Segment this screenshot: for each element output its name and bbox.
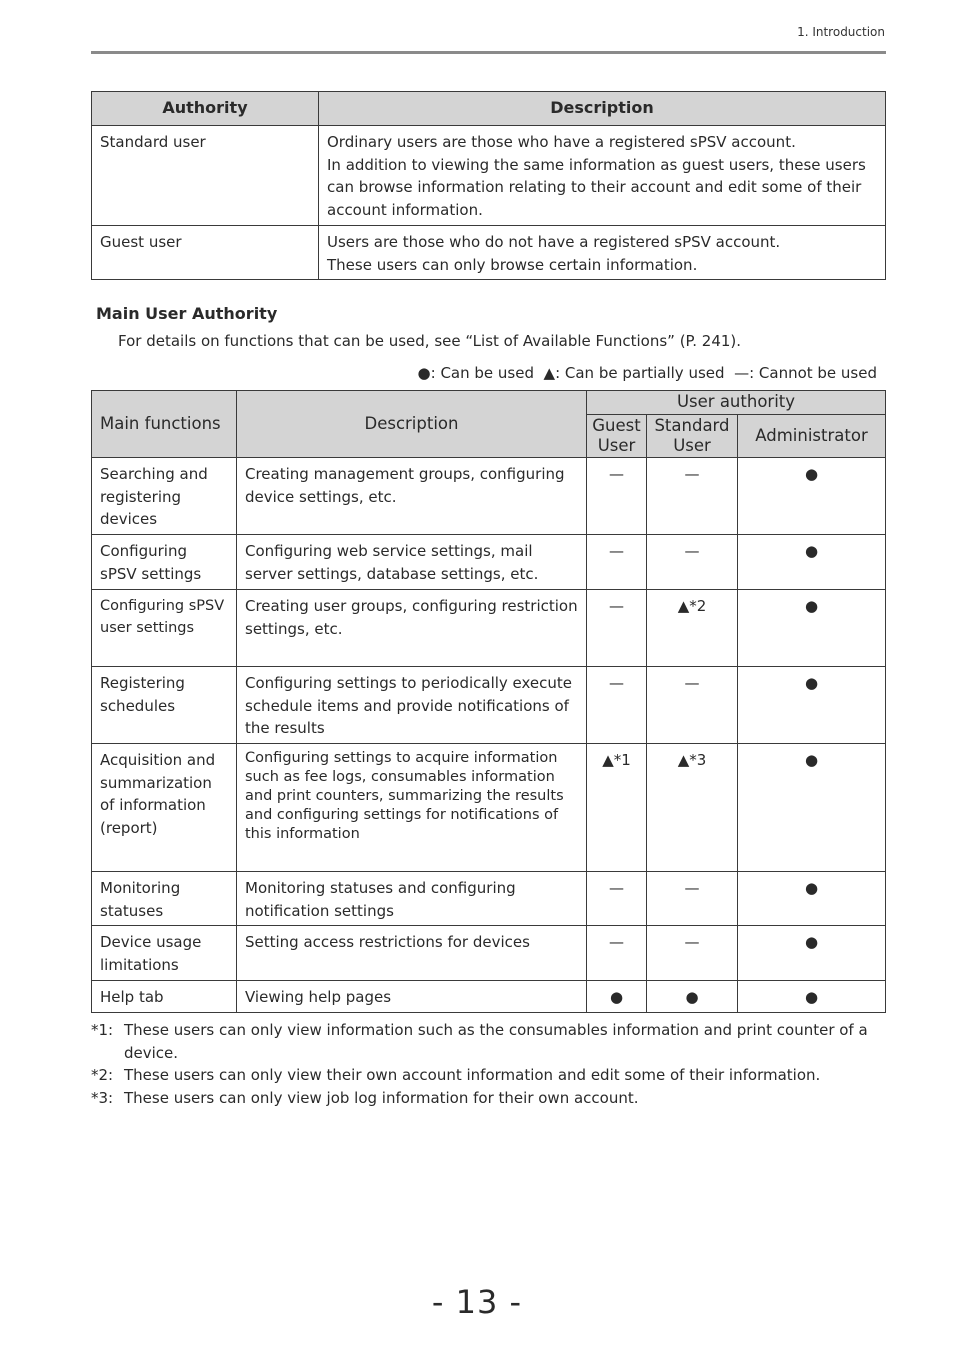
admin-mark: ●: [738, 926, 886, 981]
description-line: Ordinary users are those who have a registered sPSV account.: [327, 133, 796, 151]
guest-mark: —: [587, 926, 647, 981]
function-cell: Device usage limitations: [92, 926, 237, 981]
administrator-header: Administrator: [738, 415, 886, 458]
authority-header: Authority: [92, 92, 319, 126]
admin-mark: ●: [738, 744, 886, 872]
description-line: These users can only browse certain information.: [327, 255, 698, 274]
admin-mark: ●: [738, 458, 886, 535]
legend-cannot-be-used: —: Cannot be used: [734, 364, 877, 382]
table-row: [92, 590, 886, 667]
footnote-tag: *2:: [91, 1066, 114, 1084]
table-row: [92, 872, 886, 926]
description-cell: [319, 226, 886, 280]
standard-mark: —: [647, 535, 738, 590]
description-cell: Viewing help pages: [237, 981, 587, 1013]
table-row: [92, 926, 886, 981]
footnote: [91, 1064, 884, 1087]
standard-mark: ▲*2: [647, 590, 738, 667]
description-cell: [319, 126, 886, 226]
footnotes: [91, 1019, 884, 1109]
footnote: [91, 1019, 884, 1064]
description-line: In addition to viewing the same information as guest users, these users can browse information relating to their account and edit some of their account information.: [327, 155, 866, 219]
function-cell: Configuring sPSV user settings: [92, 590, 237, 667]
description-header: Description: [319, 92, 886, 126]
standard-mark: ▲*3: [647, 744, 738, 872]
table-row: [92, 744, 886, 872]
function-table-header: [92, 391, 886, 415]
guest-user-header: Guest User: [587, 415, 647, 458]
table-row: [92, 458, 886, 535]
guest-mark: —: [587, 590, 647, 667]
authority-table-header: [92, 92, 886, 126]
table-row: [92, 981, 886, 1013]
table-row: [92, 535, 886, 590]
section-title: Main User Authority: [96, 304, 278, 323]
table-row: [92, 667, 886, 744]
standard-mark: —: [647, 667, 738, 744]
authority-cell: Guest user: [92, 226, 319, 280]
user-authority-header: User authority: [587, 391, 886, 415]
function-cell: Searching and registering devices: [92, 458, 237, 535]
function-cell: Configuring sPSV settings: [92, 535, 237, 590]
standard-mark: —: [647, 872, 738, 926]
function-cell: Acquisition and summarization of information (report): [92, 744, 237, 872]
standard-user-header: Standard User: [647, 415, 738, 458]
description-cell: Configuring settings to acquire information such as fee logs, consumables information and print counters, summarizing the results and configuring settings for notifications of this information: [237, 744, 587, 872]
legend-can-be-used: ●: Can be used: [417, 364, 534, 382]
description-cell: Monitoring statuses and configuring notification settings: [237, 872, 587, 926]
footnote-text: These users can only view job log information for their own account.: [124, 1088, 639, 1107]
standard-mark: —: [647, 926, 738, 981]
table-row: [92, 226, 886, 280]
footnote-tag: *1:: [91, 1021, 114, 1039]
guest-mark: ●: [587, 981, 647, 1013]
guest-mark: —: [587, 667, 647, 744]
guest-mark: —: [587, 872, 647, 926]
page-number: - 13 -: [431, 1283, 523, 1321]
footnote: [91, 1087, 884, 1110]
function-cell: Help tab: [92, 981, 237, 1013]
function-cell: Monitoring statuses: [92, 872, 237, 926]
admin-mark: ●: [738, 667, 886, 744]
admin-mark: ●: [738, 981, 886, 1013]
running-header: 1. Introduction: [797, 25, 885, 39]
description-header: Description: [237, 391, 587, 458]
description-cell: Configuring web service settings, mail server settings, database settings, etc.: [237, 535, 587, 590]
description-line: Users are those who do not have a registered sPSV account.: [327, 233, 781, 251]
authority-table: [91, 91, 886, 280]
guest-mark: —: [587, 458, 647, 535]
function-table: [91, 390, 886, 1013]
description-cell: Setting access restrictions for devices: [237, 926, 587, 981]
admin-mark: ●: [738, 590, 886, 667]
section-text: For details on functions that can be used, see “List of Available Functions” (P. 241).: [118, 332, 742, 350]
main-functions-header: Main functions: [92, 391, 237, 458]
footnote-text: These users can only view information such as the consumables information and print counter of a device.: [124, 1021, 868, 1062]
footnote-text: These users can only view their own account information and edit some of their information.: [124, 1066, 821, 1084]
header-rule: [91, 51, 886, 54]
function-cell: Registering schedules: [92, 667, 237, 744]
guest-mark: —: [587, 535, 647, 590]
legend: [418, 364, 877, 382]
admin-mark: ●: [738, 535, 886, 590]
standard-mark: ●: [647, 981, 738, 1013]
guest-mark: ▲*1: [587, 744, 647, 872]
table-row: [92, 126, 886, 226]
admin-mark: ●: [738, 872, 886, 926]
legend-partially-used: ▲: Can be partially used: [543, 364, 725, 382]
footnote-tag: *3:: [91, 1088, 114, 1107]
description-cell: Creating management groups, configuring device settings, etc.: [237, 458, 587, 535]
description-cell: Creating user groups, configuring restriction settings, etc.: [237, 590, 587, 667]
authority-cell: Standard user: [92, 126, 319, 226]
description-cell: Configuring settings to periodically execute schedule items and provide notifications of the results: [237, 667, 587, 744]
standard-mark: —: [647, 458, 738, 535]
